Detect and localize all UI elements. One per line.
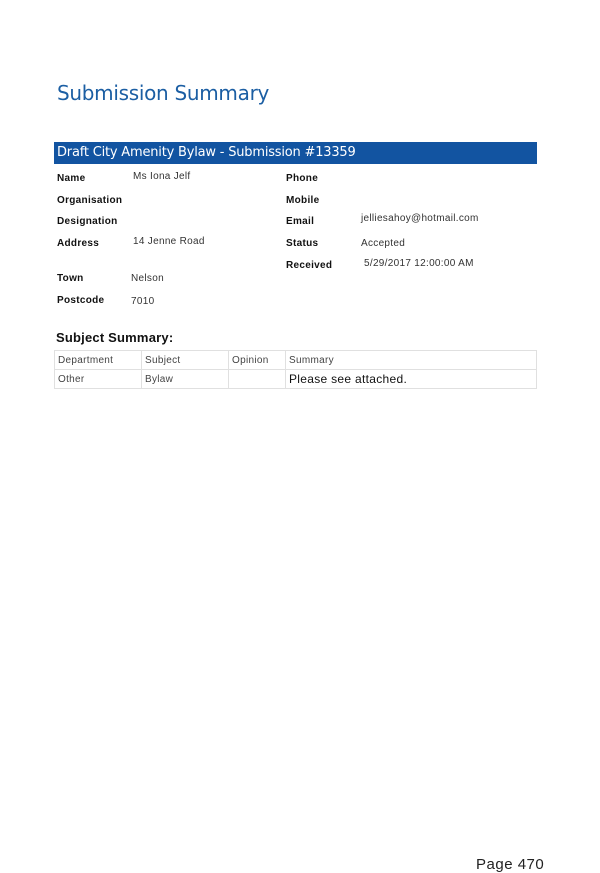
postcode-value: 7010: [131, 296, 155, 307]
organisation-label: Organisation: [57, 195, 123, 206]
status-label: Status: [286, 238, 319, 249]
postcode-label: Postcode: [57, 295, 105, 306]
name-label: Name: [57, 173, 86, 184]
name-value: Ms Iona Jelf: [133, 171, 191, 182]
phone-label: Phone: [286, 173, 319, 184]
table-row: [55, 370, 537, 389]
received-label: Received: [286, 260, 333, 271]
column-header-opinion: Opinion: [229, 351, 286, 370]
column-header-summary: Summary: [286, 351, 537, 370]
page-title: Submission Summary: [57, 81, 270, 105]
page-number: Page 470: [476, 856, 545, 873]
email-value: jelliesahoy@hotmail.com: [361, 213, 479, 224]
subject-summary-table: [54, 350, 537, 389]
cell-department: Other: [55, 370, 142, 389]
cell-subject: Bylaw: [142, 370, 229, 389]
status-value: Accepted: [361, 238, 406, 249]
table-header-row: [55, 351, 537, 370]
column-header-subject: Subject: [142, 351, 229, 370]
address-value: 14 Jenne Road: [133, 236, 205, 247]
town-label: Town: [57, 273, 84, 284]
subject-summary-heading: Subject Summary:: [56, 330, 174, 345]
designation-label: Designation: [57, 216, 118, 227]
email-label: Email: [286, 216, 315, 227]
address-label: Address: [57, 238, 100, 249]
submission-header-bar: Draft City Amenity Bylaw - Submission #13359: [54, 142, 537, 164]
mobile-label: Mobile: [286, 195, 320, 206]
cell-opinion: [229, 370, 286, 389]
column-header-department: Department: [55, 351, 142, 370]
cell-summary: Please see attached.: [286, 370, 537, 389]
town-value: Nelson: [131, 273, 164, 284]
received-value: 5/29/2017 12:00:00 AM: [364, 258, 474, 269]
